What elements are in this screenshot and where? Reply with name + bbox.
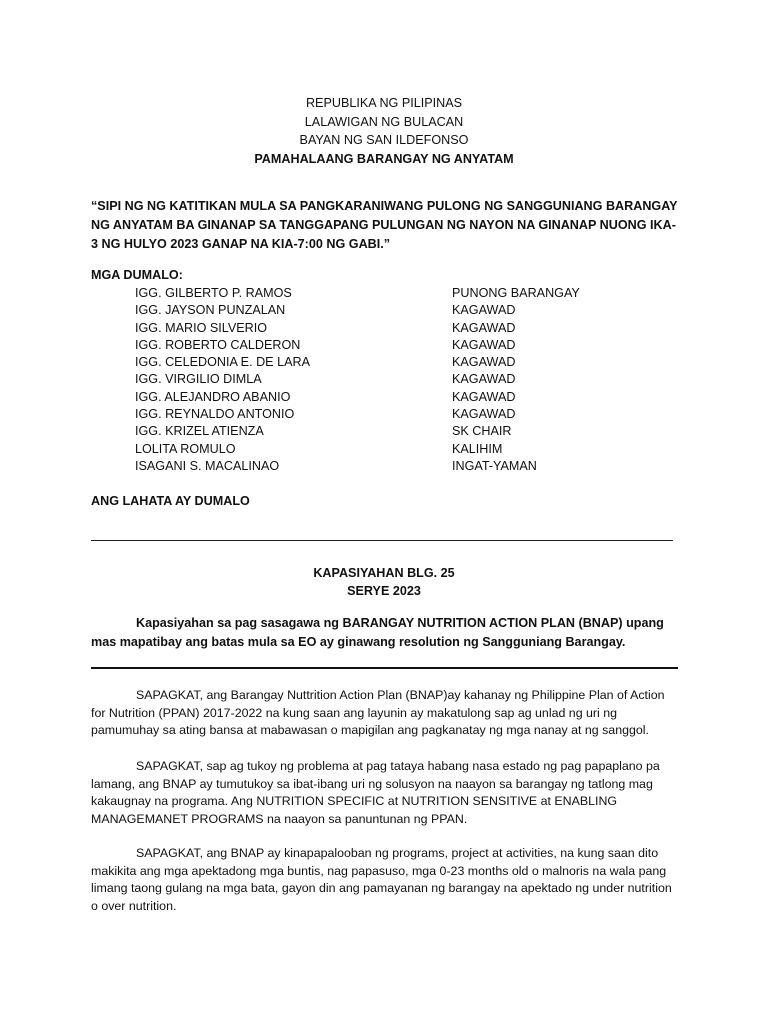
attendee-position: KAGAWAD [452, 372, 516, 387]
attendees-label: MGA DUMALO: [91, 268, 183, 282]
attendee-name: IGG. KRIZEL ATIENZA [135, 424, 264, 439]
header-barangay: PAMAHALAANG BARANGAY NG ANYATAM [254, 151, 514, 166]
document-header [0, 94, 768, 168]
all-present-note: ANG LAHATA AY DUMALO [91, 494, 250, 508]
attendee-position: KAGAWAD [452, 337, 516, 352]
attendee-position: KALIHIM [452, 441, 503, 456]
attendee-position: KAGAWAD [452, 320, 516, 335]
attendee-name: IGG. ALEJANDRO ABANIO [135, 389, 291, 404]
attendee-name: IGG. GILBERTO P. RAMOS [135, 286, 292, 300]
attendee-row [135, 406, 695, 423]
attendee-name: LOLITA ROMULO [135, 441, 236, 456]
whereas-paragraph: SAPAGKAT, sap ag tukoy ng problema at pag tataya habang nasa estado ng pag papaplano pa lamang, ang BNAP ay tumutukoy sa ibat-ibang uri ng solusyon na naayon sa barangay ng tatlong mag kakaugnay na programa. Ang NUTRITION SPECIFIC at NUTRITION SENSITIVE at ENABLING MANAGEMANET PROGRAMS na naayon sa panuntunan ng PPAN. [91, 759, 660, 826]
attendee-row [135, 337, 695, 354]
attendee-name: IGG. ROBERTO CALDERON [135, 337, 301, 352]
attendee-row [135, 354, 695, 371]
attendee-name: IGG. CELEDONIA E. DE LARA [135, 355, 310, 370]
attendee-name: ISAGANI S. MACALINAO [135, 458, 280, 473]
attendee-name: IGG. REYNALDO ANTONIO [135, 407, 295, 422]
header-republic: REPUBLIKA NG PILIPINAS [305, 96, 463, 110]
attendee-position: KAGAWAD [452, 303, 516, 318]
attendee-position: PUNONG BARANGAY [452, 286, 580, 300]
attendee-row [135, 389, 695, 406]
whereas-paragraph: SAPAGKAT, ang Barangay Nuttrition Action Plan (BNAP)ay kahanay ng Philippine Plan of Action for Nutrition (PPAN) 2017-2022 na kung saan ang layunin ay makatulong sap ag unlad ng uri ng pamumuhay sa ating bansa at mabawasan o mapigilan ang pagkanatay ng mga nanay at ng sanggol. [91, 688, 665, 738]
attendee-name: IGG. VIRGILIO DIMLA [135, 372, 262, 387]
attendee-name: IGG. JAYSON PUNZALAN [135, 303, 286, 318]
title-divider [91, 667, 678, 669]
attendee-row [135, 371, 695, 388]
attendee-row [135, 285, 695, 302]
resolution-title: Kapasiyahan sa pag sasagawa ng BARANGAY NUTRITION ACTION PLAN (BNAP) upang mas mapatibay ang batas mula sa EO ay ginawang resolution ng Sangguniang Barangay. [91, 616, 664, 649]
attendee-row [135, 458, 695, 475]
attendee-position: KAGAWAD [452, 389, 516, 404]
whereas-paragraph: SAPAGKAT, ang BNAP ay kinapapalooban ng programs, project at activities, na kung saan dito makikita ang mga apektadong mga buntis, nag papasuso, mga 0-23 months old o malnoris na wala pang limang taong gulang na mga bata, gayon din ang pamayanan ng barangay na apektado ng under nutrition o over nutrition. [91, 846, 672, 913]
header-municipality: BAYAN NG SAN ILDEFONSO [299, 133, 469, 148]
attendee-row [135, 320, 695, 337]
attendee-row [135, 423, 695, 440]
attendees-list [135, 285, 695, 475]
resolution-number: KAPASIYAHAN BLG. 25 [313, 566, 455, 580]
section-divider [91, 540, 673, 541]
header-province: LALAWIGAN NG BULACAN [304, 114, 464, 129]
attendee-position: INGAT-YAMAN [452, 458, 537, 473]
attendee-position: KAGAWAD [452, 407, 516, 422]
minutes-caption: “SIPI NG NG KATITIKAN MULA SA PANGKARANIWANG PULONG NG SANGGUNIANG BARANGAY NG ANYATAM BA GINANAP SA TANGGAPANG PULUNGAN NG NAYON NA GINANAP NUONG IKA-3 NG HULYO 2023 GANAP NA KIA-7:00 NG GABI.” [91, 199, 678, 251]
resolution-series: SERYE 2023 [347, 584, 421, 598]
resolution-heading [0, 564, 768, 600]
attendee-row [135, 302, 695, 319]
attendee-row [135, 441, 695, 458]
attendee-position: KAGAWAD [452, 355, 516, 370]
attendee-position: SK CHAIR [452, 424, 512, 439]
attendee-name: IGG. MARIO SILVERIO [135, 320, 268, 335]
